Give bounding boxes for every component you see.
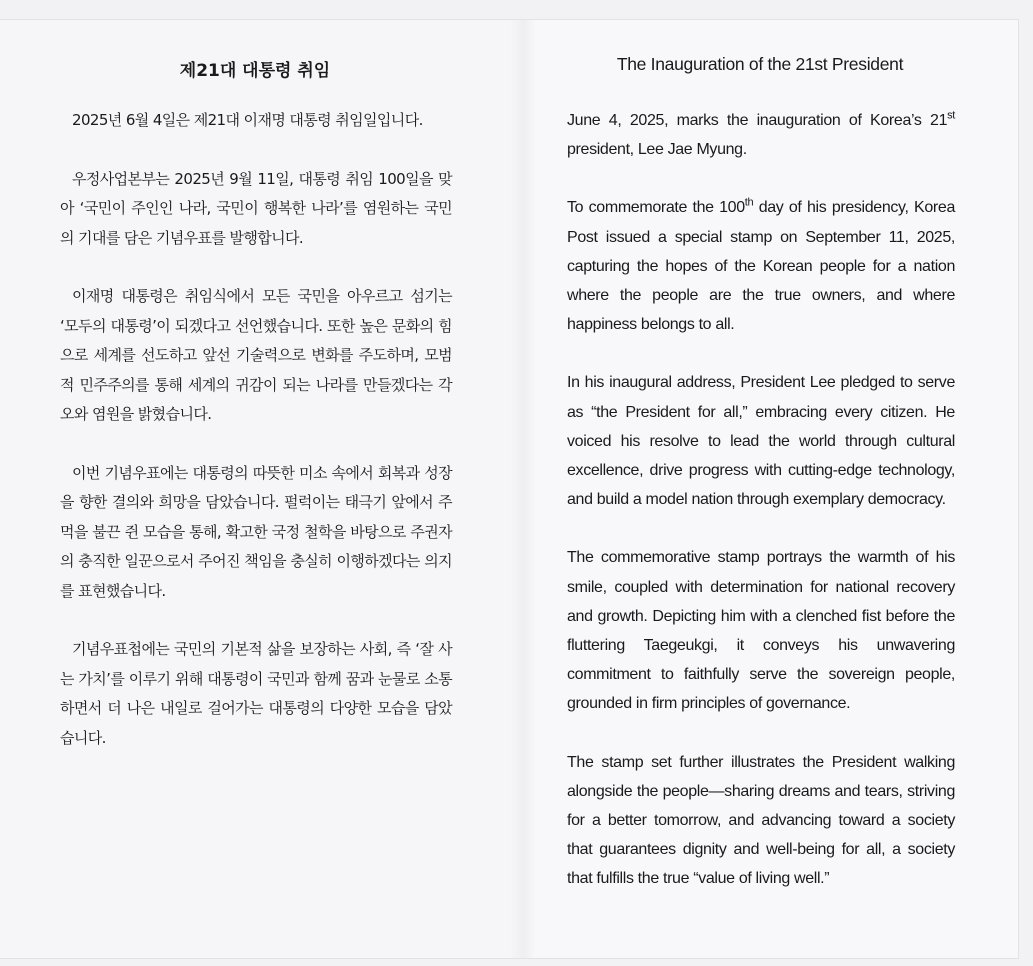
korean-body bbox=[60, 106, 452, 782]
english-paragraph-2-text-a: To commemorate the 100 bbox=[567, 199, 745, 217]
page-fold bbox=[510, 20, 536, 958]
korean-paragraph-1: 2025년 6월 4일은 제21대 이재명 대통령 취임일입니다. bbox=[72, 111, 423, 129]
english-paragraph-1-text-a: June 4, 2025, marks the inauguration of Korea’s 21 bbox=[567, 112, 948, 129]
english-paragraph-4: The commemorative stamp portrays the warmth of his smile, coupled with determination for national recovery and growth. Depicting him with a clenched fist before the fluttering Taegeukgi, it conveys his unwavering commitment to faithfully serve the sovereign people, grounded in firm principles of governance. bbox=[567, 549, 955, 713]
english-paragraph-5: The stamp set further illustrates the President walking alongside the people—sharing dreams and tears, striving for a better tomorrow, and advancing toward a society that guarantees dignity and well-being for all, a society that fulfills the true “value of living well.” bbox=[567, 753, 955, 888]
korean-paragraph-4: 이번 기념우표에는 대통령의 따뜻한 미소 속에서 회복과 성장을 향한 결의와 희망을 담았습니다. 펄럭이는 태극기 앞에서 주먹을 불끈 쥔 모습을 통해, 확고한 국정 철학을 바탕으로 주권자의 충직한 일꾼으로서 주어진 책임을 충실히 이행하겠다는 의지를 표현했습니다. bbox=[60, 463, 452, 600]
korean-paragraph-2: 우정사업본부는 2025년 9월 11일, 대통령 취임 100일을 맞아 ‘국민이 주인인 나라, 국민이 행복한 나라’를 염원하는 국민의 기대를 담은 기념우표를 발행합니다. bbox=[60, 169, 452, 247]
english-paragraph-3: In his inaugural address, President Lee pledged to serve as “the President for all,” embracing every citizen. He voiced his resolve to lead the world through cultural excellence, drive progress with cutting-edge technology, and build a model nation through exemplary democracy. bbox=[567, 374, 955, 509]
ordinal-suffix-st: st bbox=[947, 109, 955, 122]
english-paragraph-1 bbox=[567, 106, 955, 164]
english-body bbox=[567, 106, 955, 923]
korean-paragraph-5: 기념우표첩에는 국민의 기본적 삶을 보장하는 사회, 즉 ‘잘 사는 가치’를 이루기 위해 대통령이 국민과 함께 꿈과 눈물로 소통하면서 더 나은 내일로 걸어가는 대통령의 다양한 모습을 담았습니다. bbox=[60, 640, 452, 747]
ordinal-suffix-th: th bbox=[744, 197, 754, 210]
english-title: The Inauguration of the 21st President bbox=[616, 54, 904, 74]
korean-title: 제21대 대통령 취임 bbox=[179, 61, 331, 81]
english-paragraph-2 bbox=[567, 193, 955, 339]
english-paragraph-1-text-b: president, Lee Jae Myung. bbox=[567, 141, 747, 159]
english-paragraph-2-text-b: day of his presidency, Korea Post issued a special stamp on September 11, 2025, capturing the hopes of the Korean people for a nation where the people are the true owners, and where happiness belongs to all. bbox=[567, 199, 955, 334]
korean-paragraph-3: 이재명 대통령은 취임식에서 모든 국민을 아우르고 섬기는 ‘모두의 대통령’이 되겠다고 선언했습니다. 또한 높은 문화의 힘으로 세계를 선도하고 앞선 기술력으로 변화를 주도하며, 모범적 민주주의를 통해 세계의 귀감이 되는 나라를 만들겠다는 각오와 염원을 밝혔습니다. bbox=[60, 287, 452, 423]
